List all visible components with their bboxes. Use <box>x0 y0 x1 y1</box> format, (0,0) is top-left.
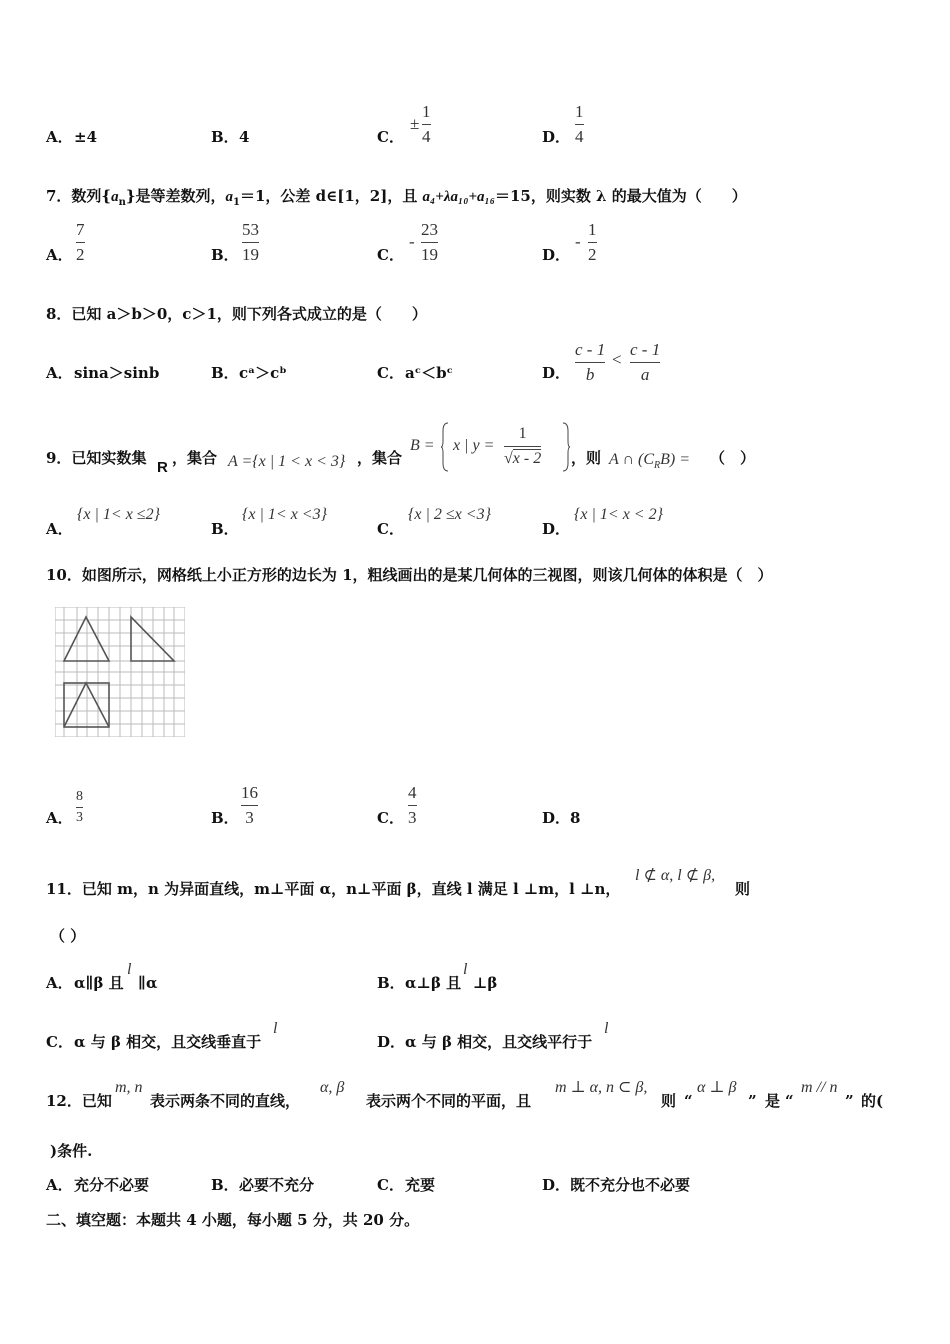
q8-a-value: sina＞sinb <box>74 364 160 382</box>
q12-stem-6: 的( <box>861 1092 884 1110</box>
q8-b-label: B． <box>211 364 239 382</box>
q11-b-text-2: ⊥β <box>473 974 498 992</box>
q7-stem: 7．数列$\{a_n\}$是等差数列，$a_1=1$，公差 d∈[1，2]，且 a₄+λa₁₀+a₁₆＝15，则实数 λ 的最大值为（ ） <box>46 187 747 208</box>
q9-stem-2: ，集合 <box>172 449 218 467</box>
q7-c-fraction: 23 19 <box>421 220 438 264</box>
q12-a-value: 充分不必要 <box>74 1176 150 1194</box>
q12-quoted-1: α ⊥ β <box>697 1079 737 1096</box>
q9-stem-1: 9．已知实数集 <box>46 449 147 467</box>
q12-b-value: 必要不充分 <box>239 1176 315 1194</box>
q6-b-label: B． <box>211 128 239 146</box>
q12-c-value: 充要 <box>405 1176 436 1194</box>
q11-stem: 11．已知 m，n 为异面直线，m⊥平面 α，n⊥平面 β，直线 l 满足 l ⊥m，l ⊥n， <box>46 880 621 898</box>
q9-b-value: {x | 1< x <3} <box>242 506 327 523</box>
q12-d-label: D． <box>542 1176 571 1194</box>
q9-left-brace <box>440 421 450 473</box>
q12-quote-close-2: ” <box>845 1092 854 1110</box>
q9-set-b-inner: x | y = <box>453 437 495 454</box>
q12-condition: m ⊥ α, n ⊂ β, <box>555 1079 648 1096</box>
q12-quote-open-2: “ <box>785 1092 794 1110</box>
q12-stem-2: 表示两条不同的直线， <box>150 1092 301 1110</box>
q11-d-text: α 与 β 相交，且交线平行于 <box>405 1033 593 1051</box>
q11-condition: l ⊄ α, l ⊄ β, <box>635 867 716 884</box>
q12-stem-4: 则 <box>661 1092 677 1110</box>
q7-d-sign: - <box>575 232 581 251</box>
q12-c-label: C． <box>377 1176 404 1194</box>
q9-c-label: C． <box>377 520 404 538</box>
q7-d-fraction: 1 2 <box>588 220 597 264</box>
q11-b-label: B． <box>377 974 405 992</box>
q7-d-label: D． <box>542 246 571 264</box>
q11-c-text: α 与 β 相交，且交线垂直于 <box>74 1033 262 1051</box>
q8-c-label: C． <box>377 364 404 382</box>
q8-a-label: A． <box>46 364 73 382</box>
q11-a-text: α∥β 且 <box>74 974 124 992</box>
q10-b-fraction: 16 3 <box>241 783 258 827</box>
section-heading-fill-in: 二、填空题：本题共 4 小题，每小题 5 分，共 20 分。 <box>46 1211 420 1229</box>
q6-a-label: A． <box>46 128 73 146</box>
q7-b-fraction: 53 19 <box>242 220 259 264</box>
q7-c-sign: - <box>409 232 415 251</box>
q9-a-label: A． <box>46 520 73 538</box>
q12-d-value: 既不充分也不必要 <box>570 1176 691 1194</box>
q12-stem-5: 是 <box>765 1092 781 1110</box>
q10-a-label: A． <box>46 809 73 827</box>
q9-d-value: {x | 1< x < 2} <box>574 506 663 523</box>
q10-a-fraction: 8 3 <box>76 789 83 825</box>
q12-b-label: B． <box>211 1176 239 1194</box>
q7-a-label: A． <box>46 246 73 264</box>
q7-a-fraction: 7 2 <box>76 220 85 264</box>
q9-stem-3: ，集合 <box>357 449 403 467</box>
q9-expression: A ∩ $(C_RB)$ = <box>609 451 691 472</box>
q8-d-fraction-right: c - 1 a <box>630 340 661 384</box>
q6-c-fraction: 1 4 <box>422 102 431 146</box>
q10-c-fraction: 4 3 <box>408 783 417 827</box>
q12-a-label: A． <box>46 1176 73 1194</box>
q12-stem-cont: )条件. <box>50 1142 93 1160</box>
q9-set-b-left: B = <box>410 437 435 454</box>
q8-stem: 8．已知 a＞b＞0，c＞1，则下列各式成立的是（ ） <box>46 305 427 323</box>
q6-c-label: C． <box>377 128 404 146</box>
q6-a-value: ±4 <box>74 128 98 146</box>
grid-lines <box>55 607 185 737</box>
q8-d-operator: < <box>612 350 622 369</box>
q6-d-label: D． <box>542 128 571 146</box>
q6-b-value: 4 <box>239 128 250 146</box>
q11-paren: （ ） <box>50 927 86 945</box>
q9-c-value: {x | 2 ≤x <3} <box>408 506 491 523</box>
q10-d-label: D． <box>542 809 571 827</box>
q12-stem-3: 表示两个不同的平面，且 <box>366 1092 532 1110</box>
q12-planes: α, β <box>320 1079 345 1096</box>
q9-d-label: D． <box>542 520 571 538</box>
q11-d-line-l: l <box>604 1020 609 1037</box>
q8-d-label: D． <box>542 364 571 382</box>
q12-lines-mn: m, n <box>115 1079 143 1096</box>
q6-c-sign: ± <box>410 114 420 133</box>
q9-stem-4: ，则 <box>571 449 602 467</box>
q11-stem-end: 则 <box>735 880 751 898</box>
three-view-figure <box>55 607 185 737</box>
q11-b-line-l: l <box>463 961 468 978</box>
q12-stem-1: 12．已知 <box>46 1092 112 1110</box>
q9-a-value: {x | 1< x ≤2} <box>77 506 160 523</box>
q9-set-a: A ={x | 1 < x < 3} <box>228 453 346 470</box>
q8-b-value: cᵃ＞cᵇ <box>239 364 287 382</box>
q11-c-line-l: l <box>273 1020 278 1037</box>
q10-b-label: B． <box>211 809 239 827</box>
q9-set-b-fraction: 1 √x - 2 <box>504 425 542 467</box>
q9-real-set: R <box>157 459 168 476</box>
q8-d-fraction-left: c - 1 b <box>575 340 606 384</box>
q7-c-label: C． <box>377 246 404 264</box>
q7-b-label: B． <box>211 246 239 264</box>
q11-c-label: C． <box>46 1033 73 1051</box>
q11-a-text-2: ∥α <box>138 974 158 992</box>
q9-stem-5: （ ） <box>710 449 756 467</box>
q10-stem: 10．如图所示，网格纸上小正方形的边长为 1，粗线画出的是某几何体的三视图，则该几何体的体积是（ ） <box>46 566 773 584</box>
q9-right-brace <box>561 421 571 473</box>
q9-b-label: B． <box>211 520 239 538</box>
q8-c-value: aᶜ＜bᶜ <box>405 364 454 382</box>
q11-a-label: A． <box>46 974 73 992</box>
q12-quoted-2: m // n <box>801 1079 838 1096</box>
q10-d-value: 8 <box>570 809 581 827</box>
q12-quote-open-1: “ <box>684 1092 693 1110</box>
q6-d-fraction: 1 4 <box>575 102 584 146</box>
q10-c-label: C． <box>377 809 404 827</box>
q12-quote-close-1: ” <box>748 1092 757 1110</box>
q11-a-line-l: l <box>127 961 132 978</box>
q11-b-text: α⊥β 且 <box>405 974 462 992</box>
q11-d-label: D． <box>377 1033 406 1051</box>
